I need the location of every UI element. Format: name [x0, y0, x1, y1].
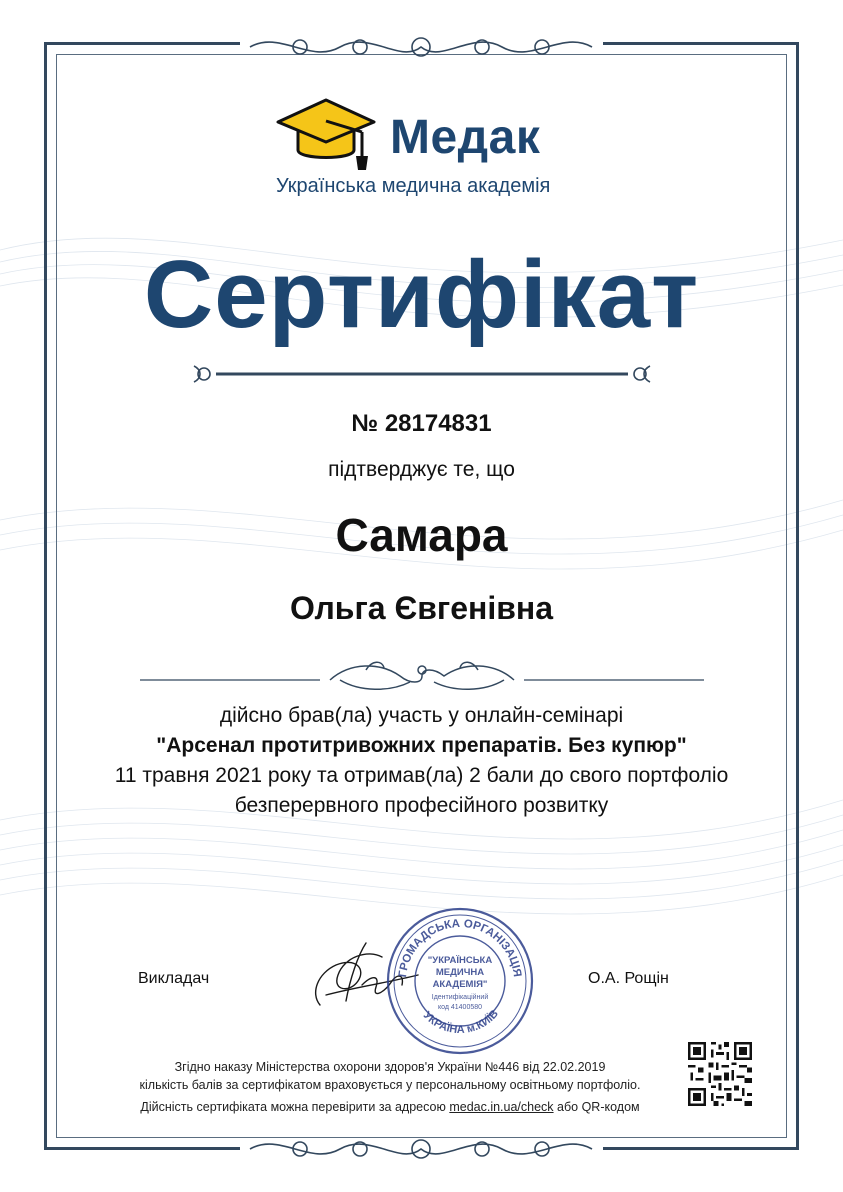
certificate-title: Сертифікат [143, 241, 700, 348]
certificate-number: № 28174831 [351, 410, 492, 437]
brand-subtitle: Українська медична академія [276, 175, 551, 197]
footer-check-prefix: Дійсність сертифіката можна перевірити за адресою [140, 1100, 450, 1114]
seminar-date-points: 11 травня 2021 року та отримав(ла) 2 бали до свого портфоліо [114, 764, 729, 787]
brand-name: Медак [390, 111, 541, 164]
stamp-outer-text: ГРОМАДСЬКА ОРГАНІЗАЦІЯ [397, 917, 523, 979]
participation-text: дійсно брав(ла) участь у онлайн-семінарі [219, 704, 624, 727]
verification-link[interactable]: medac.in.ua/check [449, 1100, 554, 1114]
title-divider [192, 360, 652, 388]
name-divider [140, 656, 704, 696]
footer-line-3 [60, 1100, 720, 1114]
footer-check-suffix: або QR-кодом [553, 1100, 640, 1114]
signer-name: О.А. Рощін [588, 970, 669, 987]
svg-text:УКРАЇНА м.КИЇВ [421, 1008, 501, 1036]
stamp-line1: "УКРАЇНСЬКА [427, 955, 493, 966]
seminar-title: "Арсенал протитривожних препаратів. Без купюр" [156, 734, 687, 757]
organization-stamp [384, 905, 536, 1057]
stamp-line3: АКАДЕМІЯ" [432, 979, 488, 990]
footer-line-2: кількість балів за сертифікатом враховується у персональному освітньому портфоліо. [139, 1078, 641, 1092]
confirms-text: підтверджує те, що [328, 458, 515, 481]
recipient-given-names: Ольга Євгенівна [289, 590, 554, 626]
stamp-line2: МЕДИЧНА [435, 967, 485, 978]
stamp-line5: код 41400580 [437, 1004, 483, 1011]
bottom-ornament [240, 1132, 603, 1166]
stamp-line4: Ідентифікаційний [431, 994, 489, 1001]
lecturer-label: Викладач [138, 970, 210, 987]
qr-code[interactable] [688, 1042, 752, 1106]
portfolio-text: безперервного професійного розвитку [234, 794, 609, 817]
recipient-surname: Самара [335, 509, 508, 561]
graduation-cap-icon [276, 96, 376, 172]
top-ornament [240, 30, 603, 64]
footer-line-1: Згідно наказу Міністерства охорони здоров'я України №446 від 22.02.2019 [174, 1060, 606, 1074]
stamp-bottom-text: УКРАЇНА м.КИЇВ [420, 1007, 501, 1037]
